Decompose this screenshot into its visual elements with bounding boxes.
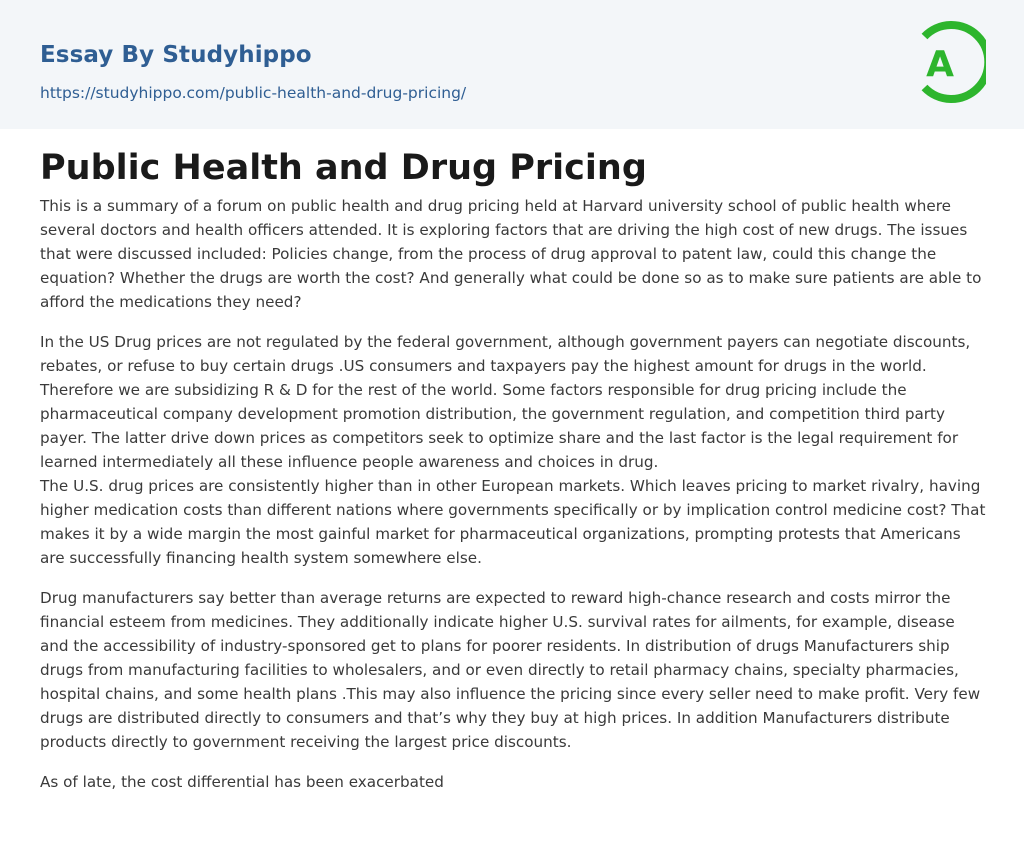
article-paragraph: Drug manufacturers say better than average returns are expected to reward high-chance research and costs mirror the financial esteem from medicines. They additionally indicate higher U.S. survival rates for ailments, for example, disease and the accessibility of industry-sponsored get to plans for poorer residents. In distribution of drugs Manufacturers ship drugs from manufacturing facilities to wholesalers, and or even directly to retail pharmacy chains, specialty pharmacies, hospital chains, and some health plans .This may also influence the pricing since every seller need to make profit. Very few drugs are distributed directly to consumers and that’s why they buy at high prices. In addition Manufacturers distribute products directly to government receiving the largest price discounts. (40, 589, 981, 751)
studyhippo-logo-icon[interactable] (912, 19, 986, 105)
site-header (0, 0, 1024, 129)
page-url-link[interactable]: https://studyhippo.com/public-health-and-drug-pricing/ (40, 84, 467, 102)
logo-letter: A (926, 44, 954, 85)
article-paragraph: In the US Drug prices are not regulated by the federal government, although government payers can negotiate discounts, rebates, or refuse to buy certain drugs .US consumers and taxpayers pay the highest amount for drugs in the world. Therefore we are subsidizing R & D for the rest of the world. Some factors responsible for drug pricing include the pharmaceutical company development promotion distribution, the government regulation, and competition third party payer. The latter drive down prices as competitors seek to optimize share and the last factor is the legal requirement for learned intermediately all these influence people awareness and choices in drug. (40, 333, 971, 471)
site-brand[interactable]: Essay By Studyhippo (40, 42, 312, 68)
article-paragraph: This is a summary of a forum on public health and drug pricing held at Harvard university school of public health where several doctors and health officers attended. It is exploring factors that are driving the high cost of new drugs. The issues that were discussed included: Policies change, from the process of drug approval to patent law, could this change the equation? Whether the drugs are worth the cost? And generally what could be done so as to make sure patients are able to afford the medications they need? (40, 197, 982, 311)
article-body (40, 194, 988, 810)
article-paragraph: The U.S. drug prices are consistently higher than in other European markets. Which leaves pricing to market rivalry, having higher medication costs than different nations where governments specifically or by implication control medicine cost? That makes it by a wide margin the most gainful market for pharmaceutical organizations, prompting protests that Americans are successfully financing health system somewhere else. (40, 477, 986, 567)
article-title: Public Health and Drug Pricing (40, 148, 647, 188)
article-paragraph: As of late, the cost differential has been exacerbated (40, 773, 444, 791)
